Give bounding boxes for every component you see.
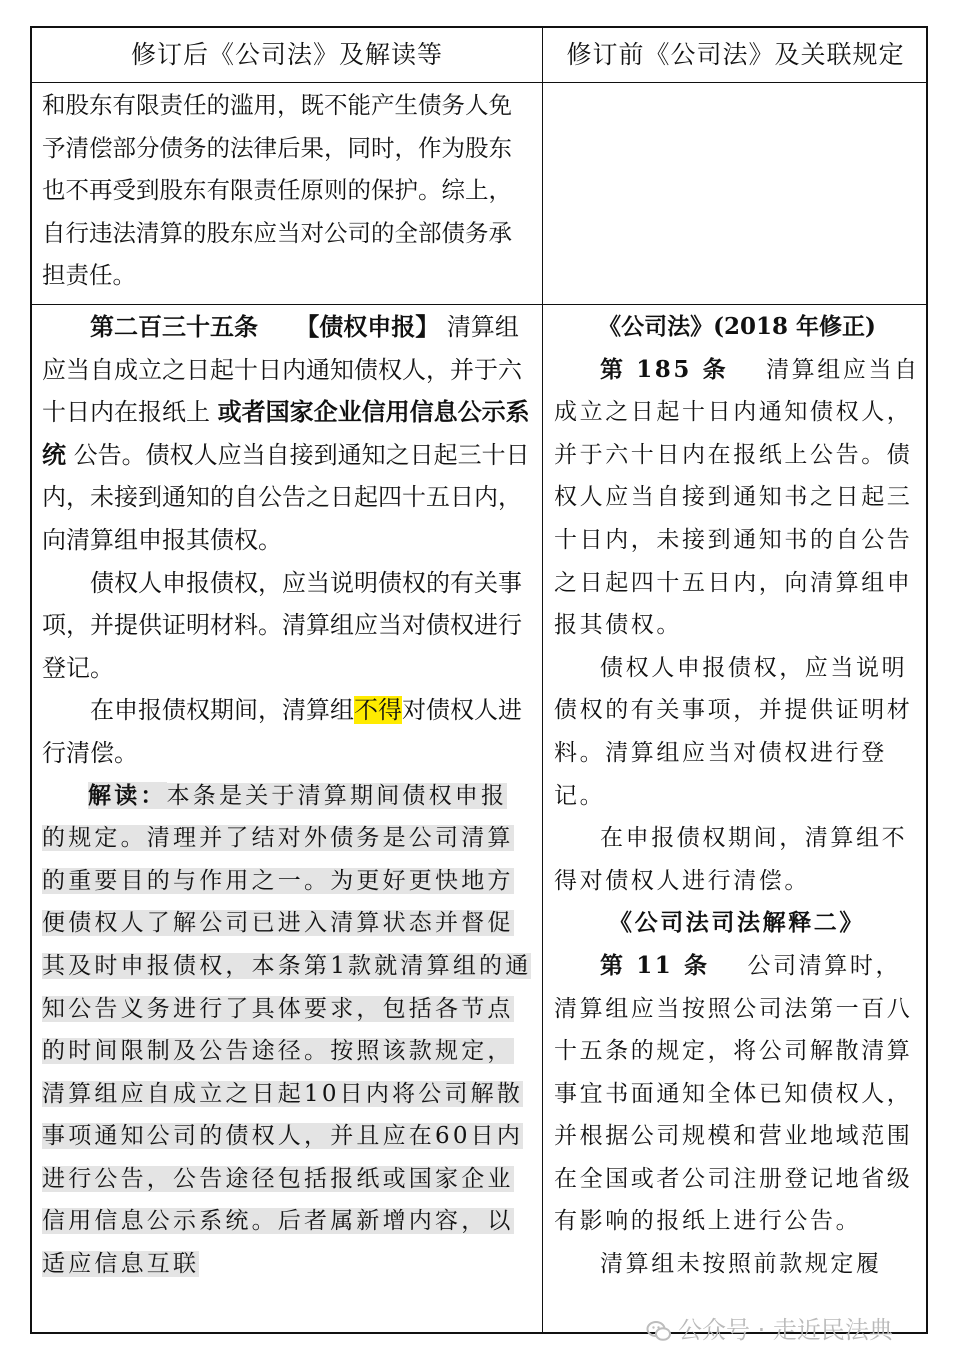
law1-paragraph-1 [554,349,920,647]
p3-part2: 对债权人进行清偿。 [42,696,522,767]
law1-title: 《公司法》(2018 年修正) [598,313,876,340]
row-divider [32,304,926,305]
law1-paragraph-3: 在申报债权期间，清算组不得对债权人进行清偿。 [554,825,908,894]
watermark [646,1310,893,1345]
header-right: 修订前《公司法》及关联规定 [566,40,905,69]
law2-paragraph-2: 清算组未按照前款规定履 [600,1251,882,1278]
row1-left-text: 和股东有限责任的滥用，既不能产生债务人免予清偿部分债务的法律后果，同时，作为股东也不再受到股东有限责任原则的保护。综上，自行违法清算的股东应当对公司的全部债务承担责任。 [42,91,512,290]
p1-part2: 公告。债权人应当自接到通知之日起三十日内，未接到通知的自公告之日起四十五日内，向清算组申报其债权。 [42,440,530,554]
article-number: 第二百三十五条 [90,312,258,341]
law2-paragraph-1 [554,945,920,1243]
header-left: 修订后《公司法》及解读等 [130,40,443,69]
highlighted-text: 不得 [354,696,402,725]
article-title: 【债权申报】 [295,312,440,341]
column-divider [542,28,543,1332]
law1-p1-text: 清算组应当自成立之日起十日内通知债权人，并于六十日内在报纸上公告。债权人应当自接到通知书之日起三十日内，未接到通知书的自公告之日起四十五日内，向清算组申报其债权。 [554,356,920,639]
law1-article: 第 185 条 [600,355,729,383]
wechat-icon [646,1318,672,1344]
row2-left-cell [42,306,532,1336]
row1-left-cell [42,84,532,304]
interpretation-paragraph [42,775,532,1286]
interpretation-label: 解读： [88,781,167,809]
article-235-paragraph-2: 债权人申报债权，应当说明债权的有关事项，并提供证明材料。清算组应当对债权进行登记。 [42,568,522,682]
law1-paragraph-2: 债权人申报债权，应当说明债权的有关事项，并提供证明材料。清算组应当对债权进行登记。 [554,654,913,809]
interpretation-text: 本条是关于清算期间债权申报的规定。清理并了结对外债务是公司清算的重要目的与作用之一。为更好更快地方便债权人了解公司已进入清算状态并督促其及时申报债权，本条第1款就清算组的通知公告义务进行了具体要求，包括各节点的时间限制及公告途径。按照该款规定，清算组应自成立之日起10日内将公司解散事项通知公司的债权人，并且应在60日内进行公告，公告途径包括报纸或国家企业信用信息公示系统。后者属新增内容，以适应信息互联 [42,782,532,1278]
p3-part1: 在申报债权期间，清算组 [90,696,354,725]
row2-right-cell [554,306,920,1336]
law2-p1-text: 公司清算时，清算组应当按照公司法第一百八十五条的规定，将公司解散清算事宜书面通知全体已知债权人，并根据公司规模和营业地域范围在全国或者公司注册登记地省级有影响的报纸上进行公告。 [554,952,913,1235]
law2-title: 《公司法司法解释二》 [609,909,865,937]
comparison-table [30,26,928,1334]
p1-bold: 或者国家企业信用信息公示系统 [42,397,530,469]
law2-article: 第 11 条 [600,951,710,979]
row1-right-cell [554,84,920,304]
p1-part1: 清算组应当自成立之日起十日内通知债权人，并于六十日内在报纸上 [42,313,522,427]
header-divider [32,82,926,83]
article-235-paragraph-1 [42,306,532,562]
article-235-paragraph-3 [42,689,532,774]
watermark-text: 公众号 · 走近民法典 [678,1316,893,1344]
